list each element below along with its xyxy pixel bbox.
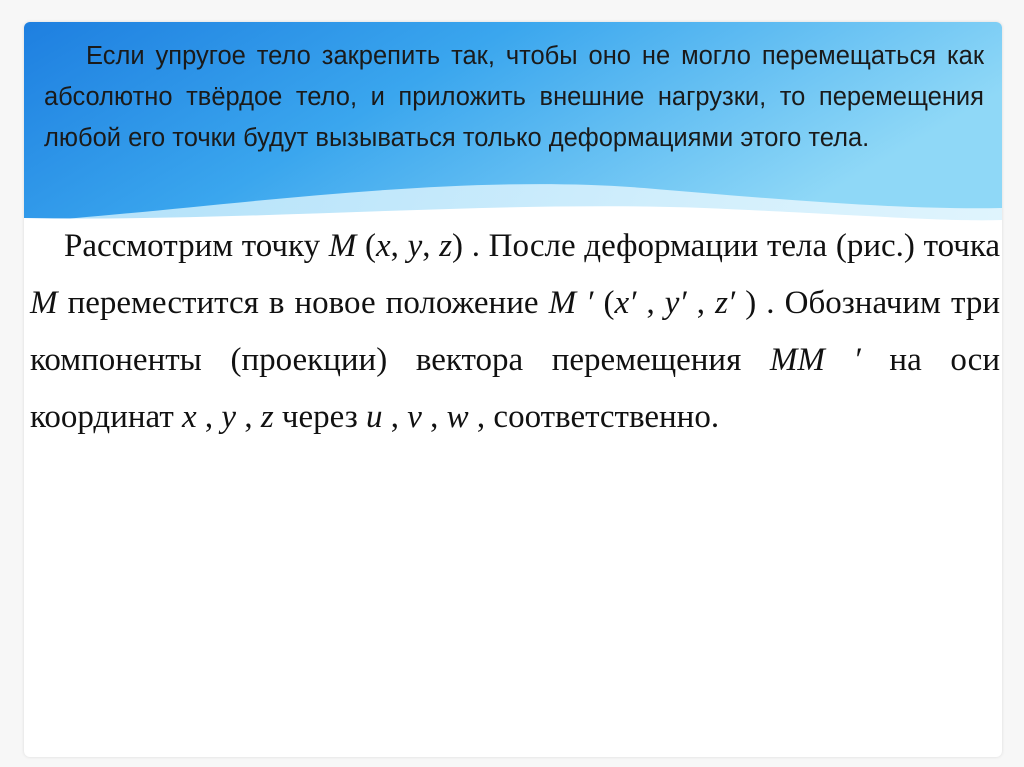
math-var-x-prime: x′	[614, 285, 637, 321]
body-text-run: ,	[422, 228, 440, 264]
body-text-run: ,	[236, 399, 261, 435]
math-vector-MM-prime: MM ′	[769, 342, 861, 378]
body-text-run: ) . После деформации тела (рис.) точка	[452, 228, 1001, 264]
banner-paragraph: Если упругое тело закрепить так, чтобы оно не могло перемещаться как абсолютно твёрдое тело, и приложить внешние нагрузки, то перемещения любой его точки будут вызываться только деформациями этого тела.	[44, 42, 984, 152]
math-var-y: y	[407, 228, 423, 264]
body-paragraph	[30, 218, 1000, 446]
math-axis-y: y	[221, 399, 237, 435]
body-text-run: Рассмотрим точку	[64, 228, 329, 264]
math-var-w: w	[446, 399, 469, 435]
math-var-u: u	[366, 399, 383, 435]
body-text-run: (	[356, 228, 376, 264]
body-text-run: ,	[421, 399, 447, 435]
body-text-run: переместится в новое положение	[57, 285, 549, 321]
body-text-run: , соответственно.	[468, 399, 720, 435]
math-var-v: v	[407, 399, 422, 435]
body-text-run: через	[273, 399, 366, 435]
math-var-M: M	[328, 228, 357, 264]
body-text-run: ,	[636, 285, 665, 321]
body-text-run: ,	[196, 399, 222, 435]
math-var-z-prime: z′	[715, 285, 736, 321]
math-var-x: x	[375, 228, 391, 264]
body-text-run: ) . Обозначим три компоненты (проекции) вектора перемещения	[30, 285, 1000, 378]
body-text-run: ,	[390, 228, 408, 264]
math-var-y-prime: y′	[664, 285, 687, 321]
math-axis-z: z	[260, 399, 274, 435]
math-var-M: M	[30, 285, 58, 321]
math-var-M-prime: M ′	[548, 285, 594, 321]
body-text-run: на оси координат	[30, 342, 1000, 435]
slide-panel	[24, 22, 1002, 757]
body-text-run: ,	[382, 399, 408, 435]
math-axis-x: x	[182, 399, 197, 435]
math-var-z: z	[439, 228, 453, 264]
body-text-run: (	[593, 285, 615, 321]
body-text-run: ,	[686, 285, 716, 321]
